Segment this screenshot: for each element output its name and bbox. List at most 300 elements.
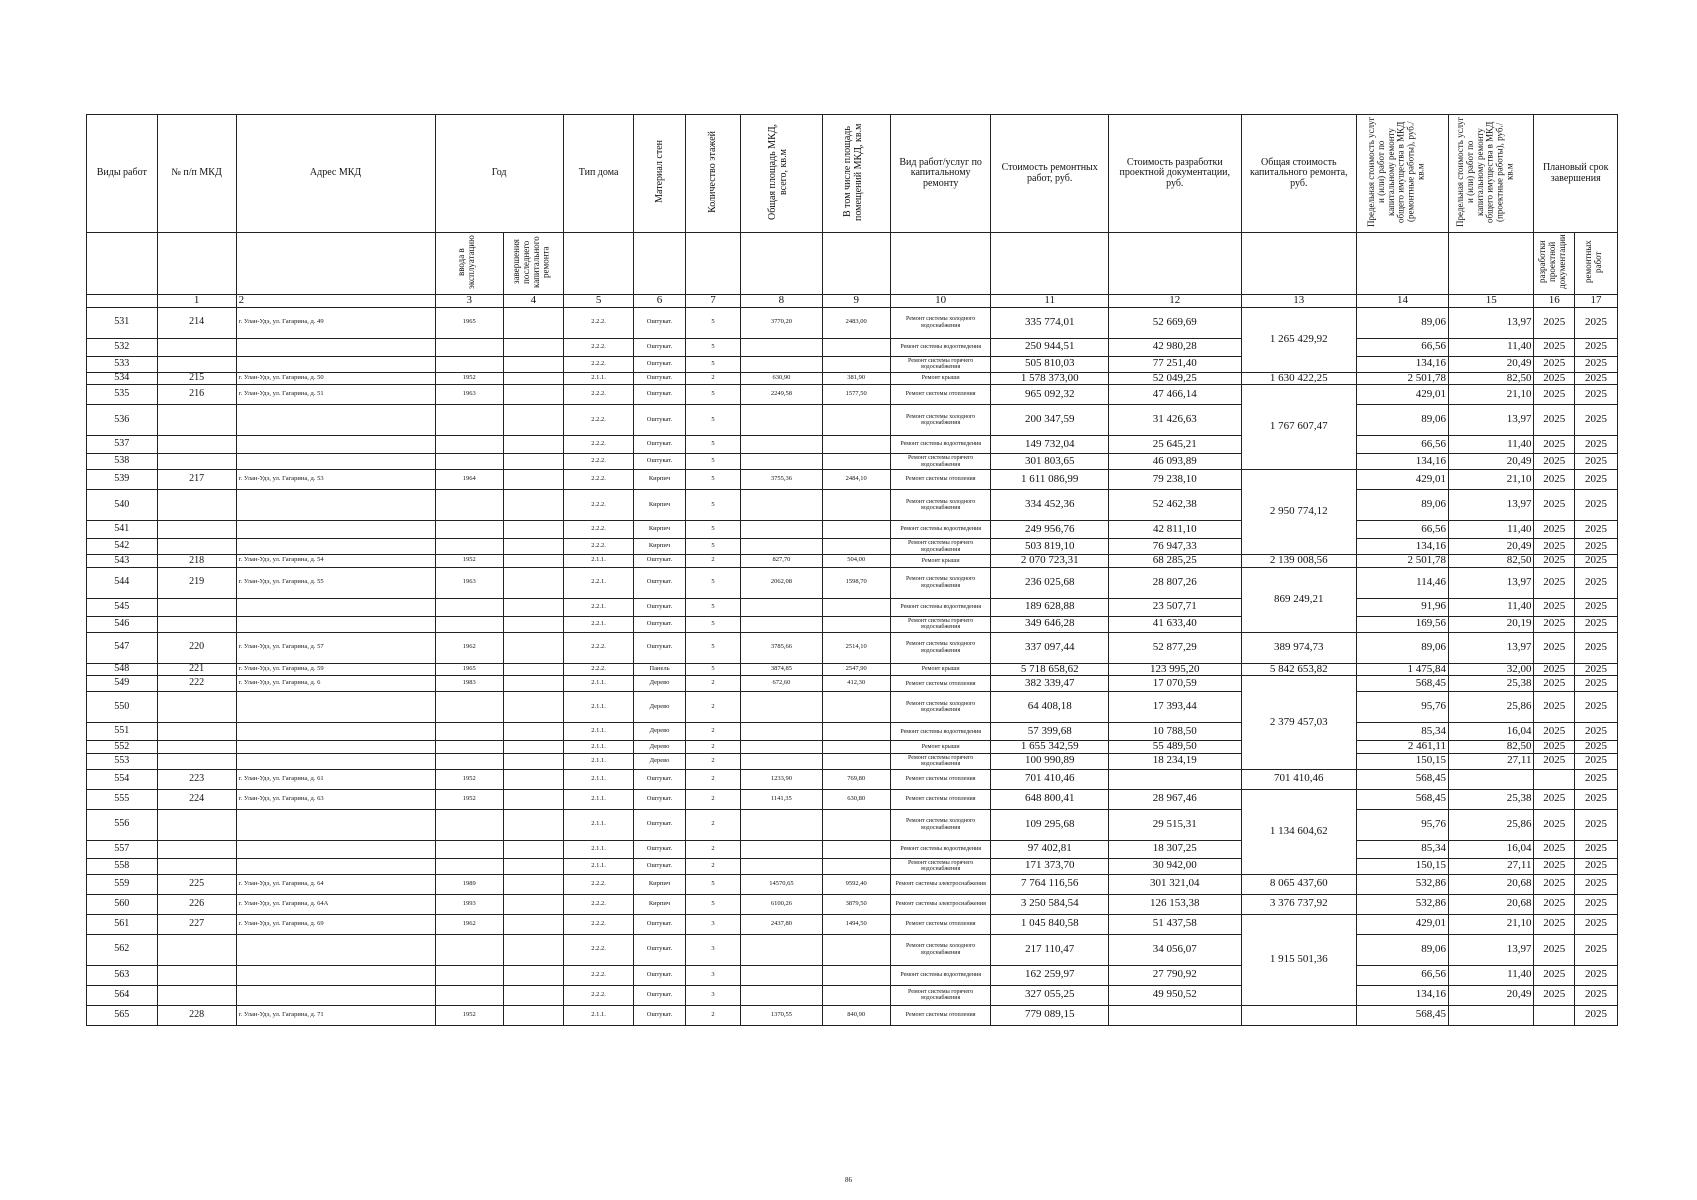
table-cell: 2025	[1534, 874, 1575, 894]
table-cell: 217 110,47	[991, 934, 1109, 965]
table-cell: Дерево	[634, 676, 685, 692]
table-cell: 548	[87, 663, 158, 676]
table-cell: Ремонт системы отопления	[890, 914, 990, 934]
table-cell: 82,50	[1448, 555, 1534, 568]
total-cost-group: 2 950 774,12	[1241, 470, 1356, 555]
table-cell: Оштукат.	[634, 1005, 685, 1025]
total-cost-group: 1 134 604,62	[1241, 789, 1356, 874]
table-cell	[503, 676, 563, 692]
table-cell	[822, 985, 890, 1005]
table-cell: 2.2.2.	[563, 539, 634, 555]
table-cell: 66,56	[1357, 521, 1449, 539]
table-cell: 555	[87, 789, 158, 809]
table-cell: Ремонт системы горячего водоснабжения	[890, 616, 990, 632]
table-cell: г. Улан-Удэ, ул. Гагарина, д. 55	[236, 567, 435, 598]
table-cell: 2025	[1575, 965, 1618, 985]
table-cell	[503, 914, 563, 934]
table-cell: 2025	[1534, 567, 1575, 598]
table-cell: 226	[157, 894, 236, 914]
header-row-sub	[87, 233, 1618, 295]
table-cell	[741, 809, 822, 840]
table-cell: 537	[87, 436, 158, 454]
table-cell: 1964	[435, 470, 503, 490]
table-cell	[503, 985, 563, 1005]
table-cell: 505 810,03	[991, 356, 1109, 372]
table-cell: 25 645,21	[1109, 436, 1242, 454]
table-cell: 2025	[1534, 914, 1575, 934]
table-cell: Дерево	[634, 741, 685, 754]
table-cell: г. Улан-Удэ, ул. Гагарина, д. 50	[236, 372, 435, 385]
table-cell: Ремонт системы холодного водоснабжения	[890, 567, 990, 598]
table-cell: 49 950,52	[1109, 985, 1242, 1005]
table-cell: 2.2.2.	[563, 521, 634, 539]
table-cell: 2025	[1575, 338, 1618, 356]
table-cell: 1993	[435, 894, 503, 914]
table-cell: 335 774,01	[991, 307, 1109, 338]
table-cell: 236 025,68	[991, 567, 1109, 598]
table-cell	[435, 521, 503, 539]
table-cell: Оштукат.	[634, 436, 685, 454]
table-cell: 2.1.1.	[563, 789, 634, 809]
table-cell: 2.1.1.	[563, 555, 634, 568]
table-cell: 13,97	[1448, 934, 1534, 965]
table-row	[87, 454, 1618, 470]
table-cell: 27,11	[1448, 753, 1534, 769]
table-cell: 42 980,28	[1109, 338, 1242, 356]
table-cell: 1233,90	[741, 769, 822, 789]
table-cell: 2025	[1534, 934, 1575, 965]
table-cell: г. Улан-Удэ, ул. Гагарина, д. 6	[236, 676, 435, 692]
table-cell	[503, 521, 563, 539]
table-cell	[435, 490, 503, 521]
table-cell: Оштукат.	[634, 914, 685, 934]
table-cell: 5	[685, 307, 741, 338]
table-cell: Ремонт крыши	[890, 663, 990, 676]
table-cell: 2484,10	[822, 470, 890, 490]
table-cell	[157, 858, 236, 874]
table-cell: 91,96	[1357, 598, 1449, 616]
table-cell: Оштукат.	[634, 598, 685, 616]
table-cell	[822, 454, 890, 470]
table-cell: 10 788,50	[1109, 723, 1242, 741]
table-cell: 1952	[435, 372, 503, 385]
table-cell: 2.1.1.	[563, 840, 634, 858]
table-cell: Ремонт системы горячего водоснабжения	[890, 753, 990, 769]
table-cell: 5	[685, 632, 741, 663]
table-cell	[503, 965, 563, 985]
table-cell: 5	[685, 470, 741, 490]
table-cell: г. Улан-Удэ, ул. Гагарина, д. 57	[236, 632, 435, 663]
table-cell: 2025	[1575, 356, 1618, 372]
table-cell: 134,16	[1357, 985, 1449, 1005]
table-cell: 550	[87, 692, 158, 723]
table-cell: 34 056,07	[1109, 934, 1242, 965]
table-cell: 3 250 584,54	[991, 894, 1109, 914]
table-cell	[236, 490, 435, 521]
table-cell: 76 947,33	[1109, 539, 1242, 555]
table-cell: 559	[87, 874, 158, 894]
table-cell: 2025	[1534, 632, 1575, 663]
table-cell: Оштукат.	[634, 809, 685, 840]
table-cell: 2	[685, 1005, 741, 1025]
table-cell: 215	[157, 372, 236, 385]
table-cell	[503, 874, 563, 894]
table-row	[87, 692, 1618, 723]
table-cell: 701 410,46	[991, 769, 1109, 789]
table-cell: 1 611 086,99	[991, 470, 1109, 490]
table-cell	[822, 965, 890, 985]
table-cell	[741, 521, 822, 539]
table-cell: 2025	[1534, 405, 1575, 436]
column-number: 1	[157, 295, 236, 308]
table-cell: 2025	[1534, 372, 1575, 385]
column-number	[87, 295, 158, 308]
table-cell	[157, 692, 236, 723]
table-cell: 64 408,18	[991, 692, 1109, 723]
table-cell	[822, 692, 890, 723]
table-cell: 531	[87, 307, 158, 338]
table-cell	[503, 753, 563, 769]
table-cell: 46 093,89	[1109, 454, 1242, 470]
table-cell: 1141,35	[741, 789, 822, 809]
table-cell: 162 259,97	[991, 965, 1109, 985]
total-cost-cell: 701 410,46	[1241, 769, 1356, 789]
table-row	[87, 894, 1618, 914]
table-cell	[503, 692, 563, 723]
header-row-main	[87, 115, 1618, 233]
table-row	[87, 307, 1618, 338]
table-cell: 2514,10	[822, 632, 890, 663]
table-cell: 2	[685, 858, 741, 874]
table-cell: 32,00	[1448, 663, 1534, 676]
table-cell	[236, 598, 435, 616]
table-cell: 1965	[435, 307, 503, 338]
table-cell: 3	[685, 914, 741, 934]
table-cell	[236, 692, 435, 723]
table-cell	[822, 539, 890, 555]
table-cell: 534	[87, 372, 158, 385]
table-cell	[503, 307, 563, 338]
table-cell: 89,06	[1357, 934, 1449, 965]
table-cell: 1 475,84	[1357, 663, 1449, 676]
table-cell: Дерево	[634, 723, 685, 741]
table-cell: 52 877,29	[1109, 632, 1242, 663]
table-cell: 2.1.1.	[563, 676, 634, 692]
table-cell	[741, 753, 822, 769]
table-cell	[1448, 1005, 1534, 1025]
table-cell: 429,01	[1357, 470, 1449, 490]
table-cell: 2025	[1534, 555, 1575, 568]
total-cost-cell: 8 065 437,60	[1241, 874, 1356, 894]
table-cell: 539	[87, 470, 158, 490]
table-cell: 66,56	[1357, 965, 1449, 985]
table-cell: 11,40	[1448, 338, 1534, 356]
table-cell: Ремонт системы горячего водоснабжения	[890, 356, 990, 372]
header-st-rem: Стоимость ремонтных работ, руб.	[991, 115, 1109, 233]
table-cell: 2025	[1534, 616, 1575, 632]
table-cell: г. Улан-Удэ, ул. Гагарина, д. 49	[236, 307, 435, 338]
table-cell: 1952	[435, 1005, 503, 1025]
table-cell: 5	[685, 874, 741, 894]
column-number: 7	[685, 295, 741, 308]
table-cell: Оштукат.	[634, 307, 685, 338]
table-cell: 95,76	[1357, 809, 1449, 840]
header-plan-proekt: разработки проектной документации	[1534, 233, 1575, 295]
table-cell: 557	[87, 840, 158, 858]
table-cell: 2.2.2.	[563, 934, 634, 965]
table-cell	[435, 858, 503, 874]
table-cell: Ремонт крыши	[890, 741, 990, 754]
table-cell: 217	[157, 470, 236, 490]
table-cell: Ремонт системы холодного водоснабжения	[890, 307, 990, 338]
total-cost-group: 2 379 457,03	[1241, 676, 1356, 770]
table-cell: Оштукат.	[634, 372, 685, 385]
table-cell: 2025	[1575, 692, 1618, 723]
table-cell: Ремонт системы холодного водоснабжения	[890, 490, 990, 521]
column-number: 10	[890, 295, 990, 308]
table-cell	[503, 470, 563, 490]
table-cell: г. Улан-Удэ, ул. Гагарина, д. 69	[236, 914, 435, 934]
table-cell: 100 990,89	[991, 753, 1109, 769]
table-cell: 169,56	[1357, 616, 1449, 632]
table-cell	[236, 985, 435, 1005]
table-cell	[503, 598, 563, 616]
table-cell: Ремонт системы холодного водоснабжения	[890, 405, 990, 436]
table-cell: 27 790,92	[1109, 965, 1242, 985]
table-cell: 5	[685, 567, 741, 598]
table-cell	[157, 454, 236, 470]
table-cell: Оштукат.	[634, 567, 685, 598]
table-cell	[435, 338, 503, 356]
table-cell: Ремонт системы водоотведения	[890, 840, 990, 858]
header-plan-srok: Плановый срок завершения	[1534, 115, 1618, 233]
table-cell	[822, 436, 890, 454]
table-cell: 2	[685, 809, 741, 840]
table-cell: 2025	[1534, 753, 1575, 769]
table-cell: 2.2.2.	[563, 914, 634, 934]
table-cell: Ремонт системы отопления	[890, 789, 990, 809]
table-cell	[741, 934, 822, 965]
table-cell	[822, 934, 890, 965]
table-cell: 17 393,44	[1109, 692, 1242, 723]
table-cell: 17 070,59	[1109, 676, 1242, 692]
table-cell	[741, 692, 822, 723]
table-cell	[435, 753, 503, 769]
total-cost-cell: 3 376 737,92	[1241, 894, 1356, 914]
table-cell: 216	[157, 385, 236, 405]
table-cell	[157, 809, 236, 840]
table-row	[87, 356, 1618, 372]
table-cell: 5	[685, 454, 741, 470]
table-cell	[236, 965, 435, 985]
table-cell: Кирпич	[634, 521, 685, 539]
column-number: 6	[634, 295, 685, 308]
table-cell	[503, 894, 563, 914]
table-cell: г. Улан-Удэ, ул. Гагарина, д. 54	[236, 555, 435, 568]
table-cell	[503, 372, 563, 385]
table-cell	[503, 840, 563, 858]
table-cell	[822, 356, 890, 372]
table-cell: 2025	[1575, 769, 1618, 789]
table-cell: 150,15	[1357, 858, 1449, 874]
table-row	[87, 470, 1618, 490]
table-cell: 109 295,68	[991, 809, 1109, 840]
column-number: 13	[1241, 295, 1356, 308]
table-cell	[1109, 1005, 1242, 1025]
table-row	[87, 874, 1618, 894]
table-cell: 77 251,40	[1109, 356, 1242, 372]
table-cell	[157, 741, 236, 754]
table-cell: г. Улан-Удэ, ул. Гагарина, д. 63	[236, 789, 435, 809]
total-cost-cell: 1 630 422,25	[1241, 372, 1356, 385]
table-cell: 568,45	[1357, 789, 1449, 809]
table-cell: 327 055,25	[991, 985, 1109, 1005]
table-cell: 214	[157, 307, 236, 338]
table-cell: 301 803,65	[991, 454, 1109, 470]
table-cell: 562	[87, 934, 158, 965]
table-cell: 558	[87, 858, 158, 874]
table-cell: 20,68	[1448, 874, 1534, 894]
table-cell: 2547,90	[822, 663, 890, 676]
table-row	[87, 676, 1618, 692]
table-cell	[236, 405, 435, 436]
table-cell: Ремонт крыши	[890, 372, 990, 385]
table-cell: 2025	[1534, 598, 1575, 616]
header-obsh-pl: Общая площадь МКД, всего, кв.м	[741, 115, 822, 233]
header-pl-pom: В том числе площадь помещений МКД, кв.м	[822, 115, 890, 233]
table-cell: 2.2.2.	[563, 663, 634, 676]
table-cell: 2025	[1534, 436, 1575, 454]
table-cell: 47 466,14	[1109, 385, 1242, 405]
table-cell: 535	[87, 385, 158, 405]
table-cell: 2.2.2.	[563, 470, 634, 490]
table-cell: 2025	[1534, 338, 1575, 356]
table-cell: 2.2.2.	[563, 405, 634, 436]
table-row	[87, 405, 1618, 436]
table-cell	[503, 490, 563, 521]
table-cell: 171 373,70	[991, 858, 1109, 874]
table-cell: 2025	[1534, 789, 1575, 809]
table-cell: 2025	[1575, 616, 1618, 632]
table-row	[87, 789, 1618, 809]
table-cell	[435, 723, 503, 741]
table-cell	[435, 598, 503, 616]
table-cell: 5	[685, 490, 741, 521]
table-cell: 3874,85	[741, 663, 822, 676]
table-cell: 27,11	[1448, 858, 1534, 874]
table-cell	[741, 539, 822, 555]
table-cell: Ремонт системы горячего водоснабжения	[890, 858, 990, 874]
table-row	[87, 555, 1618, 568]
table-cell	[157, 490, 236, 521]
table-cell: 349 646,28	[991, 616, 1109, 632]
table-cell: Ремонт системы водоотведения	[890, 965, 990, 985]
table-cell	[822, 741, 890, 754]
table-cell: Оштукат.	[634, 385, 685, 405]
table-cell: 5	[685, 521, 741, 539]
table-cell: Ремонт системы отопления	[890, 769, 990, 789]
table-row	[87, 965, 1618, 985]
table-cell: 381,90	[822, 372, 890, 385]
table-cell: Дерево	[634, 753, 685, 769]
table-cell: 2025	[1575, 454, 1618, 470]
table-cell: 2025	[1534, 965, 1575, 985]
table-cell: 42 811,10	[1109, 521, 1242, 539]
table-cell: 2025	[1534, 454, 1575, 470]
table-cell: 2062,08	[741, 567, 822, 598]
table-cell: 20,49	[1448, 985, 1534, 1005]
table-cell: 89,06	[1357, 405, 1449, 436]
table-cell: 2025	[1575, 676, 1618, 692]
table-cell: 5	[685, 338, 741, 356]
table-cell: 554	[87, 769, 158, 789]
table-cell	[822, 490, 890, 521]
table-cell: Оштукат.	[634, 840, 685, 858]
table-cell: 97 402,81	[991, 840, 1109, 858]
table-cell: 5	[685, 539, 741, 555]
table-cell: 1952	[435, 789, 503, 809]
column-number: 16	[1534, 295, 1575, 308]
table-cell: 13,97	[1448, 567, 1534, 598]
table-cell: 1494,50	[822, 914, 890, 934]
table-row	[87, 436, 1618, 454]
table-cell: 2	[685, 372, 741, 385]
table-cell: 150,15	[1357, 753, 1449, 769]
table-cell	[503, 632, 563, 663]
table-cell: г. Улан-Удэ, ул. Гагарина, д. 71	[236, 1005, 435, 1025]
column-number: 8	[741, 295, 822, 308]
table-cell	[741, 723, 822, 741]
table-cell: 2.2.2.	[563, 307, 634, 338]
table-cell	[435, 539, 503, 555]
table-cell: 13,97	[1448, 307, 1534, 338]
table-cell: 5	[685, 356, 741, 372]
table-cell: 220	[157, 632, 236, 663]
table-cell: 2437,80	[741, 914, 822, 934]
column-number: 4	[503, 295, 563, 308]
table-cell: 630,80	[822, 789, 890, 809]
table-cell: 551	[87, 723, 158, 741]
table-cell	[157, 723, 236, 741]
table-cell: 556	[87, 809, 158, 840]
table-cell: 224	[157, 789, 236, 809]
table-cell: 2025	[1534, 692, 1575, 723]
table-cell: 563	[87, 965, 158, 985]
table-cell	[236, 741, 435, 754]
table-cell: 2025	[1575, 985, 1618, 1005]
table-cell: 532,86	[1357, 874, 1449, 894]
table-cell: 95,76	[1357, 692, 1449, 723]
table-cell: Ремонт системы отопления	[890, 1005, 990, 1025]
table-cell: 533	[87, 356, 158, 372]
table-cell: 5	[685, 894, 741, 914]
table-cell	[236, 436, 435, 454]
table-cell: Ремонт системы отопления	[890, 385, 990, 405]
table-cell: 2025	[1534, 809, 1575, 840]
table-cell	[435, 454, 503, 470]
table-row	[87, 598, 1618, 616]
table-cell: 412,30	[822, 676, 890, 692]
table-cell: 1577,50	[822, 385, 890, 405]
table-cell: 1962	[435, 632, 503, 663]
table-cell: 11,40	[1448, 521, 1534, 539]
table-cell: 382 339,47	[991, 676, 1109, 692]
table-cell	[435, 616, 503, 632]
table-cell: 3	[685, 985, 741, 1005]
table-cell: 779 089,15	[991, 1005, 1109, 1025]
table-cell	[157, 539, 236, 555]
table-cell: Оштукат.	[634, 405, 685, 436]
